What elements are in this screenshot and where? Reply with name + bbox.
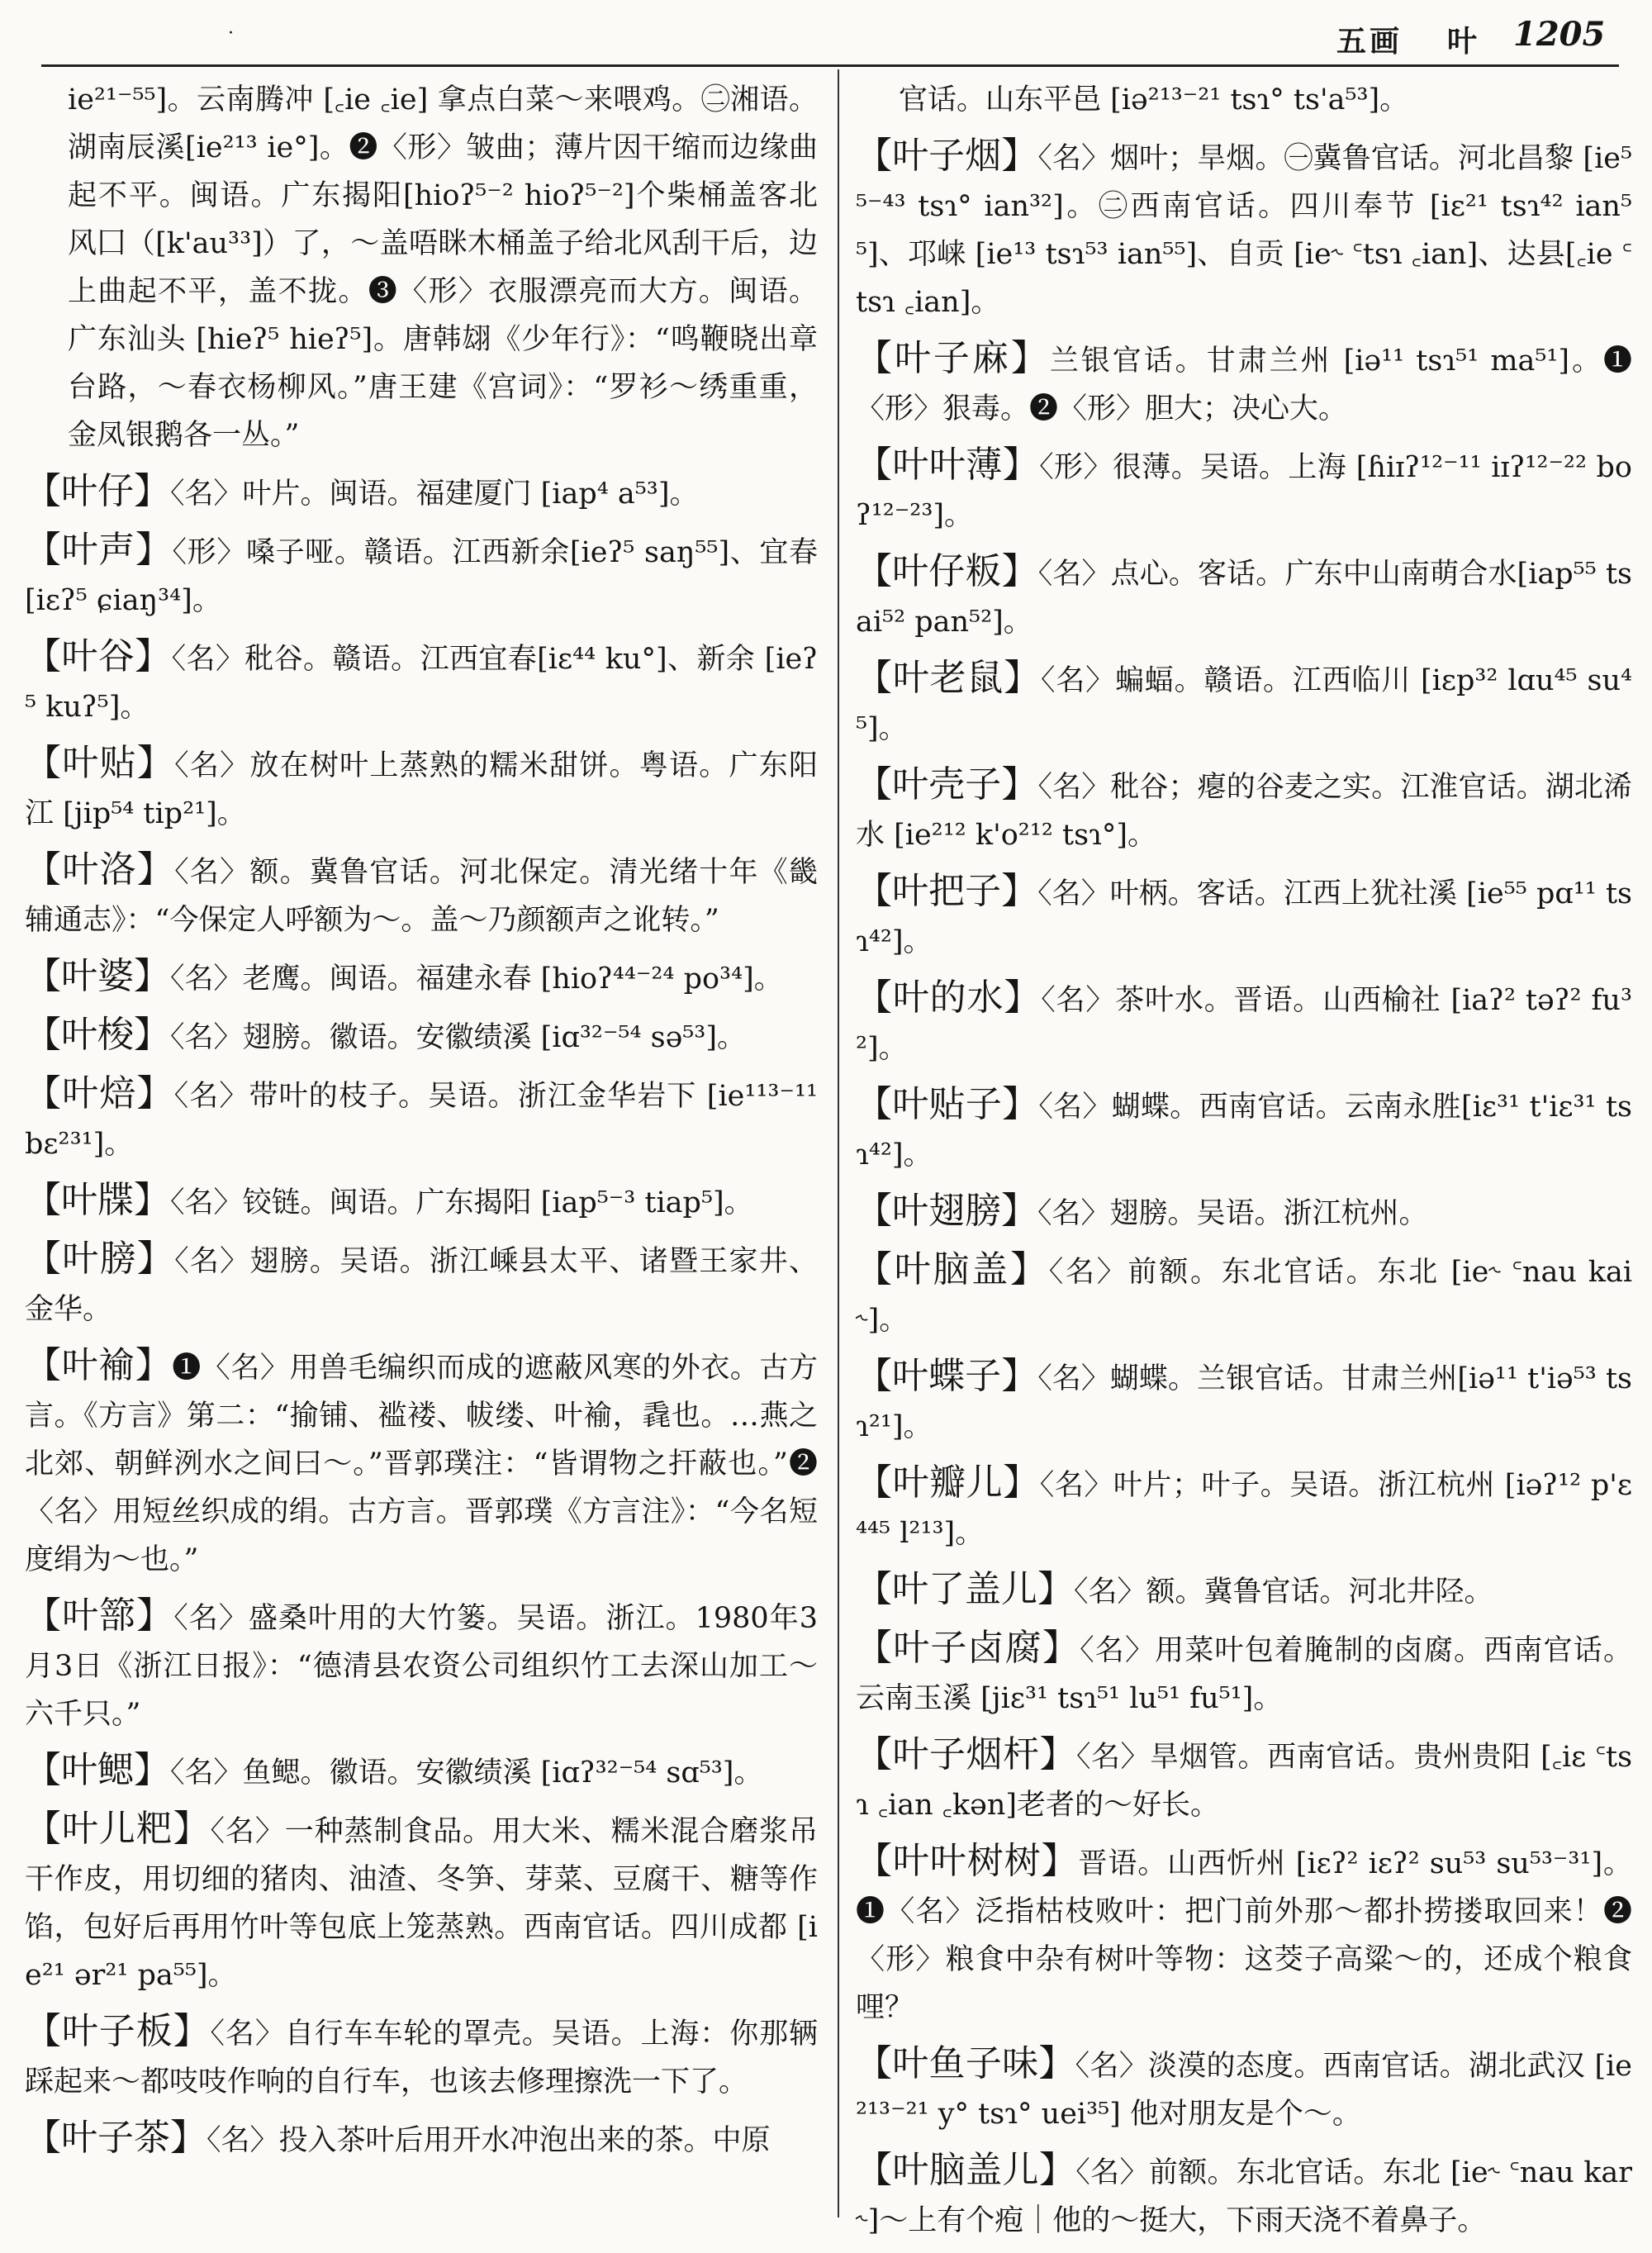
dictionary-entry (25, 1070, 818, 1168)
dictionary-entry (25, 1235, 818, 1333)
right-column (856, 76, 1632, 2253)
entry-definition: 〈名〉自行车车轮的罩壳。吴语。上海：你那辆踩起来～都吱吱作响的自行车，也该去修理擦洗一下了。 (25, 2018, 819, 2099)
dictionary-entry (25, 1805, 818, 1999)
column-divider (838, 69, 839, 2217)
entry-definition: 〈名〉烟叶；旱烟。㊀冀鲁官话。河北昌黎 [ie⁵⁵⁻⁴³ tsɿ° ian³²]。㊁西南官话。四川奉节 [iɛ²¹ tsɿ⁴² ian⁵⁵]、邛崃 [ie¹³ tsɿ⁵³ ian⁵⁵]、自贡 [ie˞ ꜂tsɿ ꜀ian]、达县[꜀ie ꜂tsɿ ꜀ian]。 (856, 142, 1633, 319)
entry-headword: 【 叶子烟杆 】 (856, 1733, 1076, 1775)
dictionary-entry (856, 1187, 1632, 1238)
entry-definition: 〈名〉茶叶水。晋语。山西榆社 [iaʔ² təʔ² fu³²]。 (856, 984, 1633, 1065)
dictionary-entry (25, 1747, 818, 1797)
entry-headword: 【 叶仔粄 】 (856, 550, 1038, 592)
entry-definition: 〈名〉盛桑叶用的大竹篓。吴语。浙江。1980年3月3日《浙江日报》：“德清县农资公司组织竹工去深山加工～六千只。” (25, 1602, 819, 1731)
entry-definition: 〈名〉叶片。闽语。福建厦门 [iap⁴ a⁵³]。 (170, 478, 699, 511)
entry-definition: 〈名〉前额。东北官话。东北 [ie˞ ꜂nau kar˞]～上有个疱｜他的～挺大，下雨天浇不着鼻子。 (856, 2156, 1633, 2237)
entry-definition: 〈名〉用菜叶包着腌制的卤腐。西南官话。云南玉溪 [jiɛ³¹ tsɿ⁵¹ lu⁵¹ fu⁵¹]。 (856, 1634, 1632, 1715)
entry-headword: 【 叶篰 】 (25, 1595, 173, 1637)
entry-definition: 〈名〉蝴蝶。西南官话。云南永胜[iɛ³¹ t'iɛ³¹ tsɿ⁴²]。 (856, 1091, 1633, 1172)
entry-definition: 〈名〉叶片；叶子。吴语。浙江杭州 [iəʔ¹² p'ɛ⁴⁴⁵ l²¹³]。 (856, 1469, 1633, 1550)
left-column (25, 76, 818, 2173)
dictionary-entry (856, 1837, 1632, 2032)
entry-definition: 〈名〉带叶的枝子。吴语。浙江金华岩下 [ie¹¹³⁻¹¹ bɛ²³¹]。 (25, 1080, 818, 1161)
entry-definition: 兰银官话。甘肃兰州 [iə¹¹ tsɿ⁵¹ ma⁵¹]。❶〈形〉狠毒。❷〈形〉胆大；决心大。 (856, 345, 1633, 425)
entry-headword: 【 叶褕 】 (25, 1344, 172, 1386)
dictionary-entry (25, 526, 818, 625)
entry-headword: 【 叶叶薄 】 (856, 444, 1039, 486)
section-label: 五画 (1336, 24, 1403, 59)
entry-definition: 〈名〉秕谷；瘪的谷麦之实。江淮官话。湖北浠水 [ie²¹² k'o²¹² tsɿ°]。 (856, 771, 1633, 852)
page-header (0, 0, 1652, 64)
entry-headword: 【 叶谷 】 (25, 635, 172, 677)
entry-definition: 〈名〉投入茶叶后用开水冲泡出来的茶。中原 (206, 2124, 771, 2157)
entry-definition: 〈名〉一种蒸制食品。用大米、糯米混合磨浆吊干作皮，用切细的猪肉、油渣、冬笋、芽菜、豆腐干、糖等作馅，包好后再用竹叶等包底上笼蒸熟。西南官话。四川成都 [ie²¹ ər²¹ pa⁵⁵]。 (25, 1815, 819, 1992)
entry-headword: 【 叶壳子 】 (856, 763, 1038, 806)
dictionary-entry (856, 548, 1632, 646)
entry-headword: 【 叶叶树树 】 (856, 1840, 1078, 1882)
dictionary-entry (856, 1566, 1632, 1616)
dictionary-entry (25, 2008, 818, 2106)
entry-headword: 【 叶焙 】 (25, 1072, 174, 1115)
entry-definition: 晋语。山西忻州 [iɛʔ² iɛʔ² su⁵³ su⁵³⁻³¹]。❶〈名〉泛指枯枝败叶：把门前外那～都扑捞搂取回来！❷〈形〉粮食中杂有树叶等物：这茭子高粱～的，还成个粮食哩？ (856, 1847, 1633, 2024)
dictionary-entry (856, 867, 1632, 966)
entry-headword: 【 叶子烟 】 (856, 135, 1037, 177)
entry-headword: 【 叶儿粑 】 (25, 1808, 211, 1850)
entry-headword: 【 叶的水 】 (856, 977, 1041, 1019)
entry-definition: 〈名〉翅膀。徽语。安徽绩溪 [iɑ³²⁻⁵⁴ sə⁵³]。 (170, 1021, 746, 1054)
dictionary-entry (856, 1352, 1632, 1451)
entry-definition: 〈名〉秕谷。赣语。江西宜春[iɛ⁴⁴ ku°]、新余 [ieʔ⁵ kuʔ⁵]。 (25, 643, 818, 724)
entry-definition: 〈形〉很薄。吴语。上海 [ɦiɪʔ¹²⁻¹¹ iɪʔ¹²⁻²² boʔ¹²⁻²³]。 (856, 451, 1633, 532)
entry-definition: 〈名〉放在树叶上蒸熟的糯米甜饼。粤语。广东阳江 [jip⁵⁴ tip²¹]。 (25, 749, 819, 830)
entry-definition: 〈名〉蝴蝶。兰银官话。甘肃兰州[iə¹¹ t'iə⁵³ tsɿ²¹]。 (856, 1362, 1633, 1443)
dictionary-entry (856, 335, 1632, 433)
entry-definition: 〈名〉前额。东北官话。东北 [ie˞ ꜂nau kai˞]。 (856, 1256, 1633, 1337)
dictionary-entry (25, 953, 818, 1003)
entry-headword: 【 叶把子 】 (856, 870, 1037, 912)
dictionary-entry (856, 2146, 1632, 2245)
entry-definition: 〈名〉翅膀。吴语。浙江杭州。 (1037, 1197, 1428, 1230)
entry-definition: 〈名〉翅膀。吴语。浙江嵊县太平、诸暨王家井、金华。 (25, 1245, 819, 1326)
entry-headword: 【 叶鱼子味 】 (856, 2042, 1075, 2084)
entry-definition: 〈名〉额。冀鲁官话。河北保定。清光绪十年《畿辅通志》：“今保定人呼额为～。盖～乃颜额声之讹转。” (25, 856, 819, 937)
entry-definition: 〈名〉鱼鳃。徽语。安徽绩溪 [iɑʔ³²⁻⁵⁴ sɑ⁵³]。 (170, 1756, 763, 1790)
entry-headword: 【 叶脑盖 】 (856, 1248, 1049, 1290)
dictionary-entry (856, 132, 1632, 326)
entry-headword: 【 叶子茶 】 (25, 2117, 206, 2159)
entry-headword: 【 叶蝶子 】 (856, 1355, 1037, 1397)
dictionary-entry (856, 974, 1632, 1072)
dictionary-entry (856, 761, 1632, 859)
entry-definition: 〈名〉额。冀鲁官话。河北井陉。 (1074, 1576, 1493, 1609)
continuation-text: ie²¹⁻⁵⁵]。云南腾冲 [꜀ie ꜀ie] 拿点白菜～来喂鸡。㊁湘语。湖南辰溪[ie²¹³ ie°]。❷〈形〉皱曲；薄片因干缩而边缘曲起不平。闽语。广东揭阳[hioʔ⁵⁻² hioʔ⁵⁻²]个柴桶盖客北风囗（[k'au³³]）了，～盖唔眯木桶盖子给北风刮干后，边上曲起不平，盖不拢。❸〈形〉衣服漂亮而大方。闽语。广东汕头 [hieʔ⁵ hieʔ⁵]。唐韩翃《少年行》：“鸣鞭晓出章台路，～春衣杨柳风。”唐王建《宫词》：“罗衫～绣重重，金凤银鹅各一丛。” (68, 83, 818, 452)
entry-headword: 【 叶贴子 】 (856, 1083, 1038, 1125)
dictionary-entry (25, 1176, 818, 1227)
entry-headword: 【 叶子麻 】 (856, 337, 1050, 379)
entry-headword: 【 叶牒 】 (25, 1179, 170, 1221)
entry-headword: 【 叶梭 】 (25, 1014, 170, 1056)
entry-headword: 【 叶子卤腐 】 (856, 1627, 1080, 1669)
dictionary-entry (25, 846, 818, 944)
header-dot: · (228, 23, 234, 44)
dictionary-entry (25, 633, 818, 731)
entry-headword: 【 叶瓣儿 】 (856, 1462, 1040, 1504)
dictionary-entry (856, 654, 1632, 753)
entry-definition: 〈名〉老鹰。闽语。福建永春 [hioʔ⁴⁴⁻²⁴ po³⁴]。 (170, 963, 783, 996)
entry-headword: 【 叶鳃 】 (25, 1749, 170, 1791)
entry-headword: 【 叶子板 】 (25, 2010, 211, 2052)
entry-definition: 〈名〉蝙蝠。赣语。江西临川 [iɛp³² lɑu⁴⁵ su⁴⁵]。 (856, 664, 1633, 745)
entry-headword: 【 叶了盖儿 】 (856, 1568, 1074, 1610)
entry-definition: 〈名〉淡漠的态度。西南官话。湖北武汉 [ie²¹³⁻²¹ y° tsɿ° uei³⁵] 他对朋友是个～。 (856, 2050, 1633, 2131)
dictionary-entry (25, 739, 818, 838)
entry-definition: 〈名〉叶柄。客话。江西上犹社溪 [ie⁵⁵ pɑ¹¹ tsɿ⁴²]。 (856, 877, 1633, 958)
left-entry-list (25, 468, 818, 2165)
dictionary-entry (856, 2040, 1632, 2138)
entry-headword: 【 叶翅膀 】 (856, 1190, 1037, 1232)
entry-headword: 【 叶贴 】 (25, 742, 174, 784)
page-number: 1205 (1513, 15, 1606, 54)
entry-headword: 【 叶仔 】 (25, 470, 170, 512)
section-char: 叶 (1447, 24, 1478, 59)
dictionary-entry (25, 2114, 818, 2165)
dictionary-entry (856, 1246, 1632, 1344)
continuation-text: 官话。山东平邑 [iə²¹³⁻²¹ tsɿ° ts'a⁵³]。 (899, 83, 1409, 116)
entry-definition: 〈形〉嗓子哑。赣语。江西新余[ieʔ⁵ saŋ⁵⁵]、宜春 [iɛʔ⁵ ɕiaŋ³⁴]。 (25, 536, 819, 617)
entry-headword: 【 叶婆 】 (25, 955, 170, 997)
right-entry-list (856, 132, 1632, 2245)
entry-definition: ❶〈名〉用兽毛编织而成的遮蔽风寒的外衣。古方言。《方言》第二：“揄铺、褴褛、帗缕、叶褕，毳也。…燕之北郊、朝鲜洌水之间曰～。”晋郭璞注：“皆谓物之扞蔽也。”❷〈名〉用短丝织成的绢。古方言。晋郭璞《方言注》：“今名短度绢为～也。” (25, 1352, 818, 1576)
entry-definition: 〈名〉点心。客话。广东中山南萌合水[iap⁵⁵ tsai⁵² pan⁵²]。 (856, 558, 1633, 639)
dictionary-entry (25, 468, 818, 518)
dictionary-entry (856, 1624, 1632, 1723)
entry-headword: 【 叶脑盖儿 】 (856, 2149, 1075, 2191)
dictionary-entry (856, 1081, 1632, 1179)
dictionary-entry (25, 1011, 818, 1062)
entry-definition: 〈名〉铰链。闽语。广东揭阳 [iap⁵⁻³ tiap⁵]。 (170, 1186, 753, 1219)
entry-headword: 【 叶老鼠 】 (856, 657, 1041, 699)
dictionary-entry (25, 1342, 818, 1584)
header-rule (41, 64, 1619, 67)
entry-headword: 【 叶洛 】 (25, 848, 174, 891)
dictionary-entry (856, 441, 1632, 539)
entry-definition: 〈名〉旱烟管。西南官话。贵州贵阳 [꜀iɛ ꜂tsɿ ꜀ian ꜀kən]老者的～好长。 (856, 1741, 1633, 1822)
dictionary-entry (856, 1459, 1632, 1557)
dictionary-entry (25, 1592, 818, 1738)
entry-headword: 【 叶膀 】 (25, 1238, 174, 1280)
dictionary-entry (856, 1731, 1632, 1829)
entry-headword: 【 叶声 】 (25, 529, 173, 571)
